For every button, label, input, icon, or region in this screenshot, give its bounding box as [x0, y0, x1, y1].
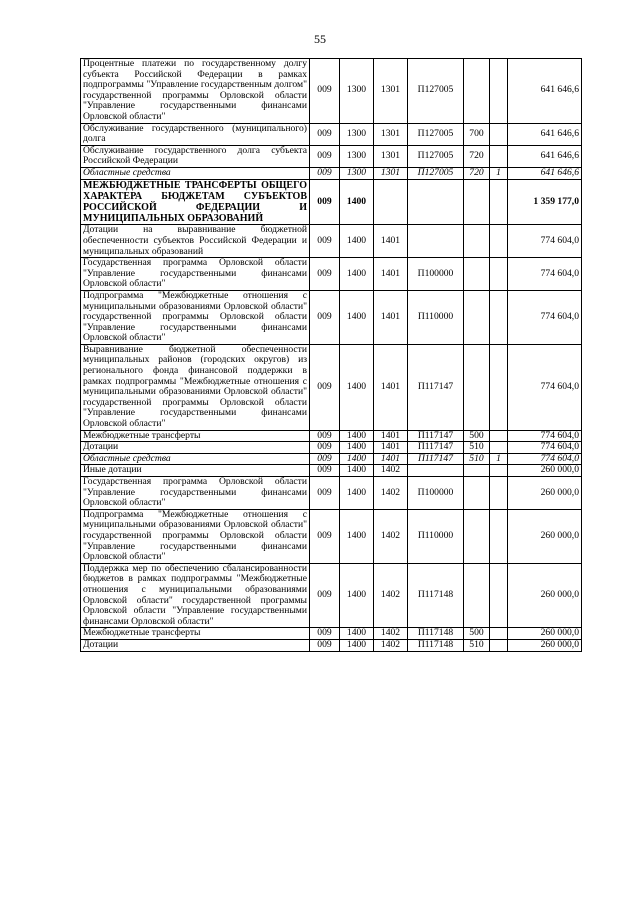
target-item-code: П117147	[408, 344, 464, 430]
target-item-code	[408, 179, 464, 225]
expense-type-code	[464, 258, 490, 291]
expense-type-code	[464, 477, 490, 510]
expense-type-code	[464, 179, 490, 225]
funding-source-code	[490, 477, 508, 510]
expense-description: МЕЖБЮДЖЕТНЫЕ ТРАНСФЕРТЫ ОБЩЕГО ХАРАКТЕРА БЮДЖЕТАМ СУБЪЕКТОВ РОССИЙСКОЙ ФЕДЕРАЦИИ И МУНИЦИПАЛЬНЫХ ОБРАЗОВАНИЙ	[81, 179, 310, 225]
department-code: 009	[310, 509, 340, 563]
department-code: 009	[310, 563, 340, 628]
expense-description: Обслуживание государственного (муниципального) долга	[81, 123, 310, 145]
table-row	[81, 225, 582, 258]
funding-source-code	[490, 563, 508, 628]
subsection-code: 1402	[374, 465, 408, 477]
department-code: 009	[310, 465, 340, 477]
funding-source-code	[490, 59, 508, 124]
expense-type-code: 720	[464, 145, 490, 167]
target-item-code: П100000	[408, 258, 464, 291]
section-code: 1400	[340, 179, 374, 225]
expense-type-code: 500	[464, 430, 490, 442]
expense-type-code: 510	[464, 453, 490, 465]
subsection-code: 1402	[374, 628, 408, 640]
subsection-code: 1301	[374, 59, 408, 124]
amount: 641 646,6	[508, 123, 582, 145]
amount: 774 604,0	[508, 453, 582, 465]
table-row	[81, 179, 582, 225]
department-code: 009	[310, 123, 340, 145]
funding-source-code	[490, 509, 508, 563]
subsection-code: 1301	[374, 123, 408, 145]
department-code: 009	[310, 477, 340, 510]
department-code: 009	[310, 290, 340, 344]
funding-source-code	[490, 258, 508, 291]
subsection-code: 1401	[374, 290, 408, 344]
expense-type-code: 510	[464, 442, 490, 454]
amount: 260 000,0	[508, 465, 582, 477]
subsection-code: 1401	[374, 430, 408, 442]
amount: 641 646,6	[508, 145, 582, 167]
amount: 774 604,0	[508, 290, 582, 344]
section-code: 1400	[340, 258, 374, 291]
funding-source-code	[490, 123, 508, 145]
section-code: 1400	[340, 290, 374, 344]
department-code: 009	[310, 430, 340, 442]
expense-type-code	[464, 225, 490, 258]
section-code: 1400	[340, 477, 374, 510]
funding-source-code	[490, 628, 508, 640]
subsection-code: 1401	[374, 258, 408, 291]
subsection-code	[374, 179, 408, 225]
subsection-code: 1401	[374, 442, 408, 454]
department-code: 009	[310, 628, 340, 640]
expense-type-code: 720	[464, 167, 490, 179]
section-code: 1400	[340, 628, 374, 640]
section-code: 1400	[340, 430, 374, 442]
subsection-code: 1401	[374, 344, 408, 430]
table-body	[81, 59, 582, 652]
table-row	[81, 509, 582, 563]
target-item-code: П127005	[408, 167, 464, 179]
section-code: 1400	[340, 465, 374, 477]
section-code: 1400	[340, 442, 374, 454]
expense-description: Обслуживание государственного долга субъекта Российской Федерации	[81, 145, 310, 167]
amount: 260 000,0	[508, 509, 582, 563]
table-row	[81, 628, 582, 640]
expense-description: Дотации на выравнивание бюджетной обеспеченности субъектов Российской Федерации и муниципальных образований	[81, 225, 310, 258]
table-row	[81, 145, 582, 167]
expense-description: Процентные платежи по государственному долгу субъекта Российской Федерации в рамках подпрограммы "Управление государственным долгом" государственной программы Орловской области "Управление государственными финансами Орловской области"	[81, 59, 310, 124]
section-code: 1300	[340, 59, 374, 124]
amount: 260 000,0	[508, 477, 582, 510]
expense-type-code: 700	[464, 123, 490, 145]
funding-source-code	[490, 344, 508, 430]
subsection-code: 1301	[374, 145, 408, 167]
expense-description: Областные средства	[81, 167, 310, 179]
department-code: 009	[310, 179, 340, 225]
subsection-code: 1401	[374, 225, 408, 258]
target-item-code: П127005	[408, 145, 464, 167]
expense-description: Подпрограмма "Межбюджетные отношения с муниципальными образованиями Орловской области" государственной программы Орловской области "Управление государственными финансами Орловской области"	[81, 290, 310, 344]
table-row	[81, 123, 582, 145]
target-item-code: П110000	[408, 509, 464, 563]
funding-source-code	[490, 442, 508, 454]
subsection-code: 1402	[374, 563, 408, 628]
funding-source-code	[490, 430, 508, 442]
expense-type-code	[464, 344, 490, 430]
department-code: 009	[310, 145, 340, 167]
amount: 774 604,0	[508, 430, 582, 442]
section-code: 1400	[340, 453, 374, 465]
expense-description: Выравнивание бюджетной обеспеченности муниципальных районов (городских округов) из регионального фонда финансовой поддержки в рамках подпрограммы "Межбюджетные отношения с муниципальными образованиями Орловской области" государственной программы Орловской области "Управление государственными финансами Орловской области"	[81, 344, 310, 430]
funding-source-code: 1	[490, 453, 508, 465]
department-code: 009	[310, 225, 340, 258]
table-row	[81, 442, 582, 454]
expense-type-code	[464, 290, 490, 344]
section-code: 1400	[340, 225, 374, 258]
expense-type-code	[464, 563, 490, 628]
target-item-code: П117147	[408, 430, 464, 442]
expense-type-code	[464, 465, 490, 477]
section-code: 1400	[340, 639, 374, 651]
department-code: 009	[310, 344, 340, 430]
table-row	[81, 290, 582, 344]
expense-type-code: 510	[464, 639, 490, 651]
funding-source-code	[490, 179, 508, 225]
table-row	[81, 477, 582, 510]
expense-type-code: 500	[464, 628, 490, 640]
section-code: 1300	[340, 123, 374, 145]
expense-description: Иные дотации	[81, 465, 310, 477]
subsection-code: 1301	[374, 167, 408, 179]
table-row	[81, 59, 582, 124]
funding-source-code	[490, 225, 508, 258]
funding-source-code	[490, 639, 508, 651]
funding-source-code: 1	[490, 167, 508, 179]
expense-description: Поддержка мер по обеспечению сбалансированности бюджетов в рамках подпрограммы "Межбюджетные отношения с муниципальными образованиями Орловской области" государственной программы Орловской области "Управление государственными финансами Орловской области"	[81, 563, 310, 628]
table-row	[81, 563, 582, 628]
target-item-code	[408, 225, 464, 258]
target-item-code: П100000	[408, 477, 464, 510]
amount: 1 359 177,0	[508, 179, 582, 225]
section-code: 1400	[340, 563, 374, 628]
amount: 641 646,6	[508, 59, 582, 124]
target-item-code: П117147	[408, 453, 464, 465]
target-item-code: П117147	[408, 442, 464, 454]
target-item-code: П127005	[408, 59, 464, 124]
amount: 260 000,0	[508, 639, 582, 651]
funding-source-code	[490, 145, 508, 167]
table-row	[81, 453, 582, 465]
budget-table	[80, 58, 582, 652]
funding-source-code	[490, 465, 508, 477]
amount: 641 646,6	[508, 167, 582, 179]
target-item-code: П117148	[408, 639, 464, 651]
department-code: 009	[310, 258, 340, 291]
target-item-code	[408, 465, 464, 477]
amount: 774 604,0	[508, 442, 582, 454]
page-number: 55	[314, 32, 326, 46]
section-code: 1300	[340, 167, 374, 179]
target-item-code: П117148	[408, 628, 464, 640]
amount: 260 000,0	[508, 563, 582, 628]
expense-description: Дотации	[81, 639, 310, 651]
table-row	[81, 465, 582, 477]
expense-type-code	[464, 59, 490, 124]
target-item-code: П117148	[408, 563, 464, 628]
subsection-code: 1402	[374, 477, 408, 510]
section-code: 1400	[340, 509, 374, 563]
subsection-code: 1402	[374, 509, 408, 563]
department-code: 009	[310, 442, 340, 454]
table-row	[81, 639, 582, 651]
department-code: 009	[310, 453, 340, 465]
expense-description: Подпрограмма "Межбюджетные отношения с муниципальными образованиями Орловской области" государственной программы Орловской области "Управление государственными финансами Орловской области"	[81, 509, 310, 563]
target-item-code: П127005	[408, 123, 464, 145]
expense-description: Областные средства	[81, 453, 310, 465]
expense-type-code	[464, 509, 490, 563]
amount: 774 604,0	[508, 258, 582, 291]
amount: 774 604,0	[508, 225, 582, 258]
subsection-code: 1402	[374, 639, 408, 651]
table-row	[81, 167, 582, 179]
table-row	[81, 344, 582, 430]
amount: 260 000,0	[508, 628, 582, 640]
subsection-code: 1401	[374, 453, 408, 465]
expense-description: Государственная программа Орловской области "Управление государственными финансами Орловской области"	[81, 258, 310, 291]
department-code: 009	[310, 59, 340, 124]
table-row	[81, 258, 582, 291]
target-item-code: П110000	[408, 290, 464, 344]
expense-description: Межбюджетные трансферты	[81, 430, 310, 442]
department-code: 009	[310, 639, 340, 651]
expense-description: Дотации	[81, 442, 310, 454]
amount: 774 604,0	[508, 344, 582, 430]
funding-source-code	[490, 290, 508, 344]
expense-description: Межбюджетные трансферты	[81, 628, 310, 640]
section-code: 1300	[340, 145, 374, 167]
section-code: 1400	[340, 344, 374, 430]
expense-description: Государственная программа Орловской области "Управление государственными финансами Орловской области"	[81, 477, 310, 510]
department-code: 009	[310, 167, 340, 179]
table-row	[81, 430, 582, 442]
